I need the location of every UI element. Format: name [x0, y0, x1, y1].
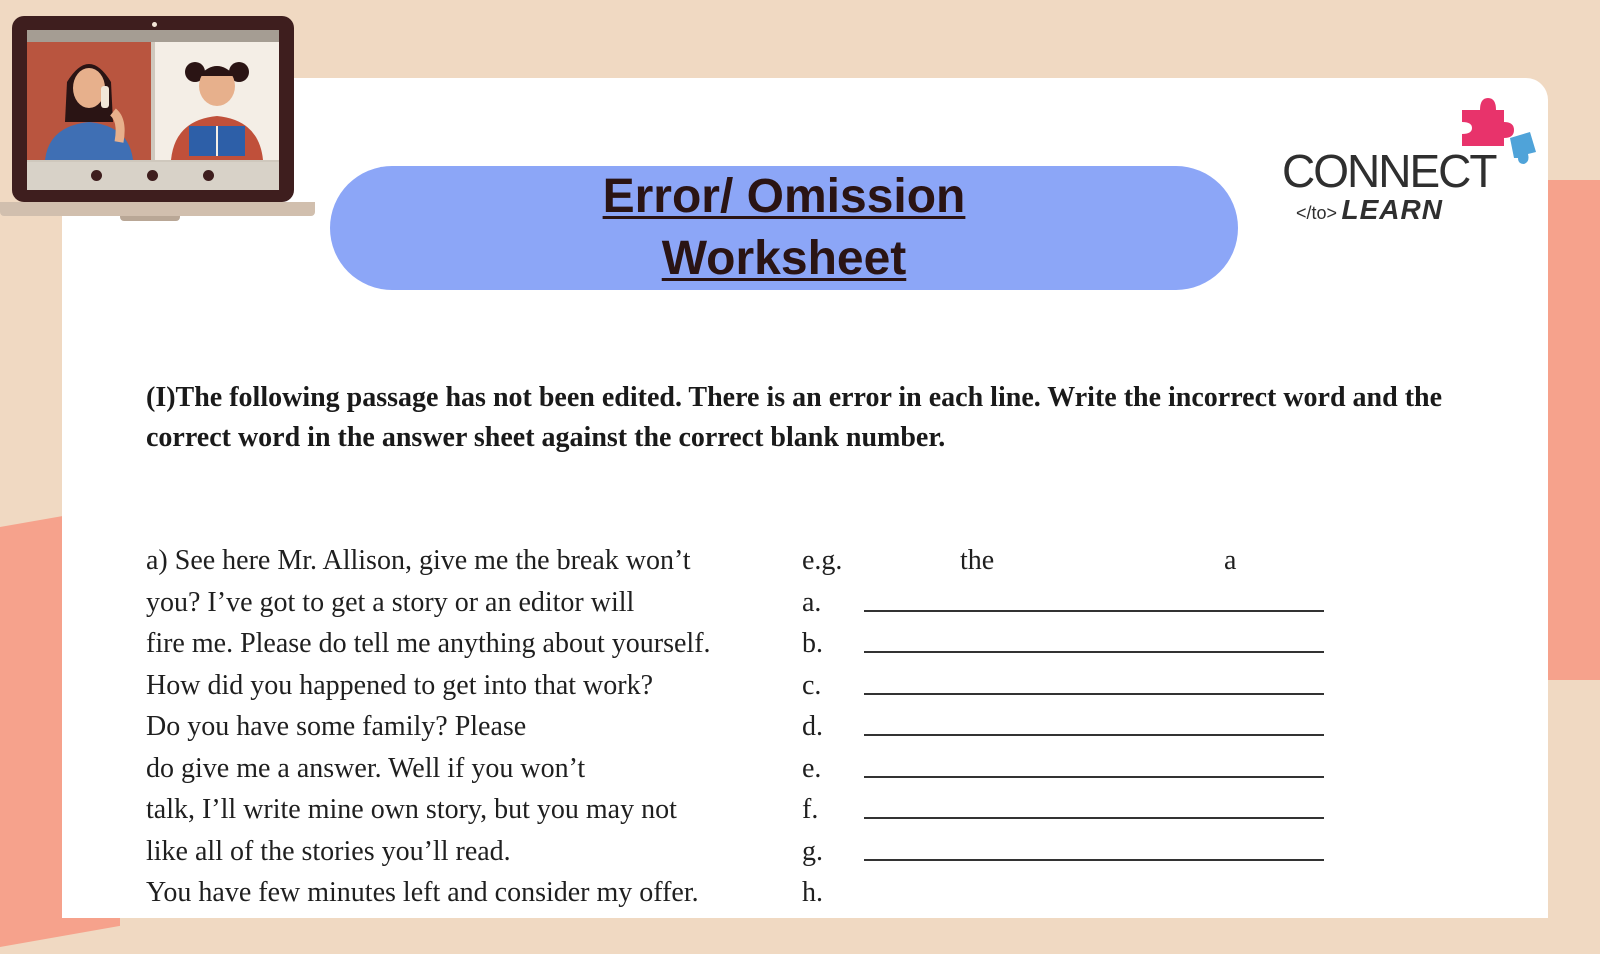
- laptop-screen: [27, 30, 279, 190]
- logo-learn-text: LEARN: [1341, 194, 1443, 225]
- answer-label: b.: [802, 628, 823, 659]
- title-line-2: Worksheet: [661, 232, 907, 285]
- answer-label: a.: [802, 586, 822, 618]
- answer-blank-d[interactable]: [858, 706, 1338, 748]
- answer-blanks: [858, 540, 1338, 872]
- microphone-icon: [203, 170, 214, 181]
- title-line-1: Error/ Omission: [602, 170, 966, 223]
- answer-blank-b[interactable]: [858, 623, 1338, 665]
- video-panel-girl-reading: [155, 42, 279, 160]
- title-banner: [330, 166, 1238, 290]
- answer-label: d.: [802, 711, 823, 742]
- answer-label: c.: [802, 669, 822, 701]
- passage-line: talk, I’ll write mine own story, but you may not: [146, 794, 677, 825]
- answer-labels: [802, 540, 862, 914]
- answer-label: g.: [802, 835, 823, 867]
- logo-code-tag: </to>: [1296, 203, 1338, 223]
- answer-label: e.g.: [802, 545, 843, 576]
- connect-to-learn-logo: [1282, 88, 1552, 238]
- girl-reading-icon: [155, 42, 279, 160]
- video-panel-woman-on-phone: [27, 42, 151, 160]
- passage-line: a) See here Mr. Allison, give me the break won’t: [146, 545, 691, 576]
- video-call-laptop-icon: [0, 14, 315, 228]
- example-correct-word: a: [1224, 545, 1237, 576]
- woman-on-phone-icon: [27, 42, 151, 160]
- logo-wordmark: CONNECT: [1282, 145, 1496, 197]
- answer-blank-e[interactable]: [858, 748, 1338, 790]
- webcam-icon: [152, 22, 157, 27]
- answer-label: f.: [802, 794, 819, 825]
- answer-blank-g[interactable]: [858, 831, 1338, 873]
- call-control-bar: [27, 162, 279, 190]
- camera-toggle-icon: [91, 170, 102, 181]
- laptop-lid: [12, 16, 294, 202]
- answer-blank-a[interactable]: [858, 582, 1338, 624]
- answer-label: h.: [802, 877, 823, 908]
- passage-line: How did you happened to get into that work?: [146, 669, 654, 701]
- example-answer-row: [858, 540, 1338, 582]
- passage-line: like all of the stories you’ll read.: [146, 835, 511, 867]
- passage-line: You have few minutes left and consider my offer.: [146, 877, 699, 908]
- answer-blank-c[interactable]: [858, 665, 1338, 707]
- passage: [146, 540, 786, 914]
- laptop-base: [0, 202, 315, 216]
- passage-line: you? I’ve got to get a story or an editor will: [146, 586, 635, 618]
- example-incorrect-word: the: [960, 545, 995, 576]
- answer-blank-f[interactable]: [858, 789, 1338, 831]
- logo-subtitle: [1296, 194, 1443, 226]
- instructions-text: (I)The following passage has not been edited. There is an error in each line. Write the incorrect word and the correct word in the answer sheet against the correct blank number.: [146, 382, 1443, 453]
- phone-icon: [147, 170, 158, 181]
- passage-line: do give me a answer. Well if you won’t: [146, 752, 586, 784]
- answer-label: e.: [802, 752, 822, 784]
- passage-line: Do you have some family? Please: [146, 711, 527, 742]
- passage-line: fire me. Please do tell me anything about yourself.: [146, 628, 711, 659]
